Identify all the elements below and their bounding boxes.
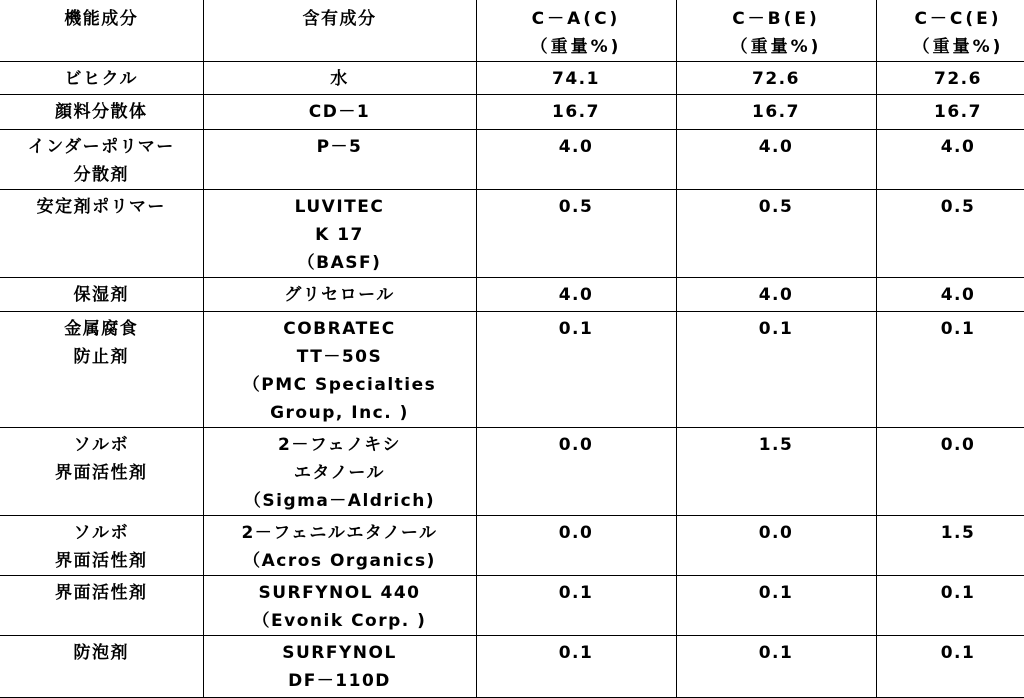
- function-cell-line: 防泡剤: [0, 639, 203, 667]
- header-function-label: 機能成分: [0, 5, 203, 33]
- function-cell-line: 界面活性剤: [0, 547, 203, 575]
- amount-cell: [876, 428, 1024, 516]
- amount-value: 0.1: [677, 315, 876, 343]
- ingredient-cell: [203, 62, 476, 95]
- amount-cell: [676, 130, 876, 190]
- header-ingredient-label: 含有成分: [204, 5, 476, 33]
- ingredient-cell-line: Group, Inc. ): [204, 399, 476, 427]
- amount-value: 0.1: [477, 639, 676, 667]
- ingredient-cell-line: （Sigma－Aldrich): [204, 487, 476, 515]
- amount-value: 0.1: [877, 579, 1024, 607]
- function-cell-line: ソルボ: [0, 519, 203, 547]
- amount-cell: [876, 312, 1024, 428]
- header-sample-ca-unit: （重量%): [477, 33, 676, 61]
- amount-value: 16.7: [677, 98, 876, 126]
- amount-cell: [676, 636, 876, 698]
- amount-value: 16.7: [477, 98, 676, 126]
- amount-value: 0.0: [877, 431, 1024, 459]
- amount-value: 4.0: [477, 281, 676, 309]
- ingredient-cell: [203, 130, 476, 190]
- ingredient-cell-line: 2－フェノキシ: [204, 431, 476, 459]
- amount-value: 4.0: [477, 133, 676, 161]
- function-cell: [0, 312, 203, 428]
- amount-cell: [676, 576, 876, 636]
- function-cell: [0, 428, 203, 516]
- function-cell-line: 顔料分散体: [0, 98, 203, 126]
- amount-value: 4.0: [877, 133, 1024, 161]
- header-row: [0, 0, 1024, 62]
- amount-cell: [476, 62, 676, 95]
- amount-value: 0.0: [477, 519, 676, 547]
- ingredient-cell: [203, 312, 476, 428]
- ingredient-cell-line: 水: [204, 65, 476, 93]
- function-cell-line: 界面活性剤: [0, 459, 203, 487]
- header-sample-cc-label: C－C(E): [877, 5, 1024, 33]
- ingredient-cell-line: グリセロール: [204, 281, 476, 309]
- amount-cell: [876, 278, 1024, 312]
- header-sample-cc-unit: （重量%): [877, 33, 1024, 61]
- amount-cell: [676, 278, 876, 312]
- table-row: [0, 62, 1024, 95]
- ingredient-cell-line: SURFYNOL: [204, 639, 476, 667]
- amount-value: 72.6: [677, 65, 876, 93]
- amount-value: 72.6: [877, 65, 1024, 93]
- ingredient-cell-line: 2－フェニルエタノール: [204, 519, 476, 547]
- function-cell-line: ソルボ: [0, 431, 203, 459]
- header-sample-ca: [476, 0, 676, 62]
- amount-value: 0.1: [677, 579, 876, 607]
- amount-value: 1.5: [877, 519, 1024, 547]
- amount-value: 0.1: [877, 639, 1024, 667]
- table-row: [0, 312, 1024, 428]
- amount-cell: [476, 190, 676, 278]
- ingredient-cell: [203, 95, 476, 130]
- ingredient-cell: [203, 516, 476, 576]
- table-row: [0, 428, 1024, 516]
- function-cell-line: 防止剤: [0, 343, 203, 371]
- function-cell: [0, 95, 203, 130]
- ingredient-cell-line: DF－110D: [204, 667, 476, 695]
- amount-cell: [476, 95, 676, 130]
- amount-cell: [476, 278, 676, 312]
- ingredient-cell: [203, 190, 476, 278]
- header-ingredient: [203, 0, 476, 62]
- amount-value: 0.1: [877, 315, 1024, 343]
- ingredient-cell-line: LUVITEC: [204, 193, 476, 221]
- ingredient-cell-line: P－5: [204, 133, 476, 161]
- amount-cell: [876, 190, 1024, 278]
- ingredient-cell: [203, 278, 476, 312]
- ingredient-cell-line: （Evonik Corp. ): [204, 607, 476, 635]
- amount-cell: [876, 636, 1024, 698]
- amount-cell: [876, 130, 1024, 190]
- ingredient-cell-line: （Acros Organics): [204, 547, 476, 575]
- amount-value: 16.7: [877, 98, 1024, 126]
- function-cell: [0, 130, 203, 190]
- ingredient-cell-line: （BASF): [204, 249, 476, 277]
- amount-value: 0.5: [477, 193, 676, 221]
- function-cell-line: 分散剤: [0, 161, 203, 189]
- ingredient-cell-line: CD－1: [204, 98, 476, 126]
- function-cell-line: インダーポリマー: [0, 133, 203, 161]
- amount-cell: [676, 190, 876, 278]
- amount-value: 0.5: [677, 193, 876, 221]
- function-cell-line: 界面活性剤: [0, 579, 203, 607]
- amount-cell: [676, 95, 876, 130]
- amount-value: 0.1: [677, 639, 876, 667]
- amount-cell: [476, 130, 676, 190]
- amount-value: 1.5: [677, 431, 876, 459]
- amount-cell: [676, 516, 876, 576]
- amount-cell: [876, 576, 1024, 636]
- amount-value: 74.1: [477, 65, 676, 93]
- amount-cell: [676, 312, 876, 428]
- function-cell: [0, 190, 203, 278]
- amount-cell: [476, 576, 676, 636]
- ingredient-cell: [203, 636, 476, 698]
- ingredient-cell-line: （PMC Specialties: [204, 371, 476, 399]
- amount-value: 0.5: [877, 193, 1024, 221]
- header-function: [0, 0, 203, 62]
- function-cell: [0, 516, 203, 576]
- amount-cell: [676, 62, 876, 95]
- amount-value: 4.0: [677, 133, 876, 161]
- function-cell-line: ビヒクル: [0, 65, 203, 93]
- amount-cell: [876, 62, 1024, 95]
- function-cell: [0, 62, 203, 95]
- table-row: [0, 516, 1024, 576]
- ingredient-cell-line: TT－50S: [204, 343, 476, 371]
- function-cell: [0, 636, 203, 698]
- amount-value: 4.0: [677, 281, 876, 309]
- amount-value: 0.1: [477, 315, 676, 343]
- function-cell: [0, 278, 203, 312]
- table-row: [0, 95, 1024, 130]
- amount-cell: [876, 95, 1024, 130]
- amount-value: 0.0: [477, 431, 676, 459]
- ingredient-cell-line: COBRATEC: [204, 315, 476, 343]
- header-sample-ca-label: C－A(C): [477, 5, 676, 33]
- table-row: [0, 278, 1024, 312]
- table-row: [0, 636, 1024, 698]
- ingredient-cell: [203, 576, 476, 636]
- header-sample-cb-unit: （重量%): [677, 33, 876, 61]
- table-row: [0, 130, 1024, 190]
- amount-cell: [476, 428, 676, 516]
- amount-value: 0.1: [477, 579, 676, 607]
- table-row: [0, 576, 1024, 636]
- function-cell-line: 保湿剤: [0, 281, 203, 309]
- function-cell-line: 金属腐食: [0, 315, 203, 343]
- table-row: [0, 190, 1024, 278]
- amount-cell: [476, 516, 676, 576]
- header-sample-cb: [676, 0, 876, 62]
- amount-cell: [476, 312, 676, 428]
- header-sample-cb-label: C－B(E): [677, 5, 876, 33]
- ingredient-cell: [203, 428, 476, 516]
- header-sample-cc: [876, 0, 1024, 62]
- ingredient-cell-line: SURFYNOL 440: [204, 579, 476, 607]
- ingredient-cell-line: K 17: [204, 221, 476, 249]
- amount-cell: [476, 636, 676, 698]
- amount-value: 4.0: [877, 281, 1024, 309]
- ingredient-cell-line: エタノール: [204, 459, 476, 487]
- function-cell-line: 安定剤ポリマー: [0, 193, 203, 221]
- amount-cell: [676, 428, 876, 516]
- amount-value: 0.0: [677, 519, 876, 547]
- amount-cell: [876, 516, 1024, 576]
- function-cell: [0, 576, 203, 636]
